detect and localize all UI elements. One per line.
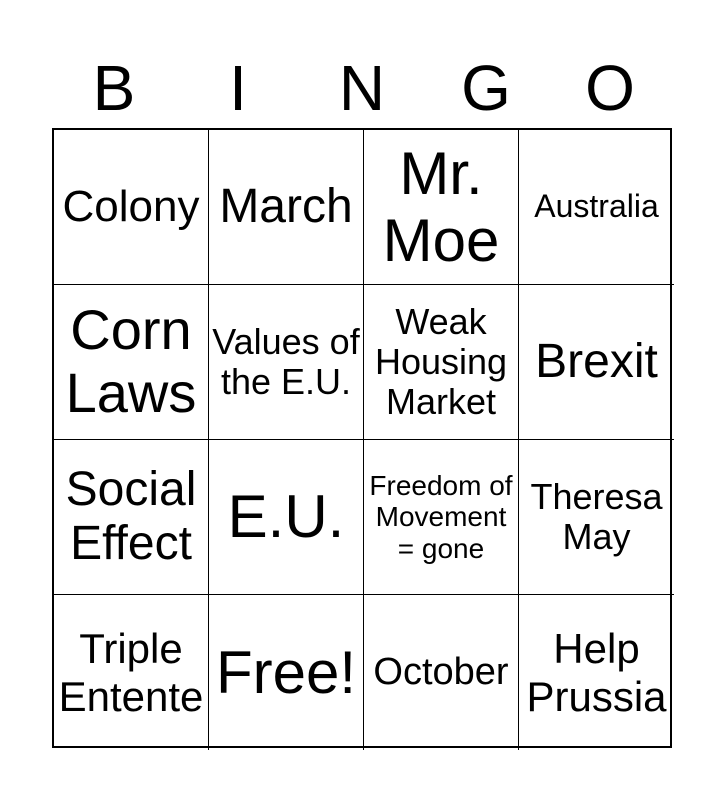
bingo-cell[interactable]: October xyxy=(364,595,519,750)
bingo-grid xyxy=(52,128,672,748)
bingo-cell[interactable]: Theresa May xyxy=(519,440,674,595)
bingo-cell[interactable]: Colony xyxy=(54,130,209,285)
bingo-cell[interactable]: Mr. Moe xyxy=(364,130,519,285)
bingo-cell[interactable]: Brexit xyxy=(519,285,674,440)
bingo-cell[interactable]: Australia xyxy=(519,130,674,285)
bingo-cell[interactable]: Social Effect xyxy=(54,440,209,595)
bingo-cell[interactable]: Freedom of Movement = gone xyxy=(364,440,519,595)
bingo-cell[interactable]: Values of the E.U. xyxy=(209,285,364,440)
bingo-cell[interactable]: Free! xyxy=(209,595,364,750)
header-letter-g: G xyxy=(461,52,511,124)
header-letter-b: B xyxy=(92,52,136,124)
bingo-cell[interactable]: Weak Housing Market xyxy=(364,285,519,440)
bingo-cell[interactable]: Help Prussia xyxy=(526,625,667,720)
header-letter-n: N xyxy=(338,52,386,124)
bingo-cell[interactable]: Triple Entente xyxy=(54,595,209,750)
bingo-cell[interactable]: E.U. xyxy=(209,440,364,595)
header-letter-o: O xyxy=(585,52,635,124)
header-letter-i: I xyxy=(229,52,247,124)
bingo-cell[interactable]: March xyxy=(209,130,364,285)
bingo-cell[interactable]: Corn Laws xyxy=(54,285,209,440)
bingo-header xyxy=(52,48,672,128)
